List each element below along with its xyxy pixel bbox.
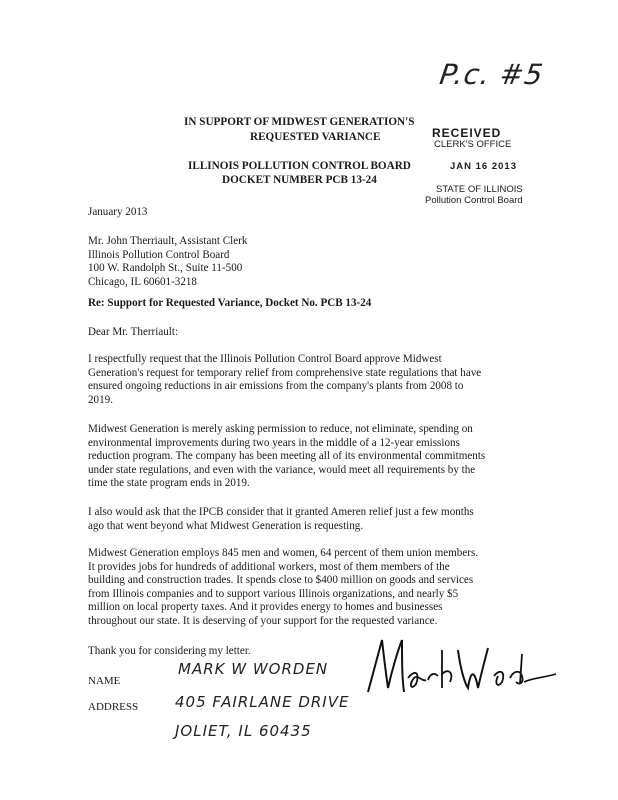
handwritten-comment-id: P.c. #5 xyxy=(437,58,546,91)
received-stamp-date: JAN 16 2013 xyxy=(450,161,517,172)
recipient-line: Chicago, IL 60601-3218 xyxy=(88,275,197,288)
address-line2: JOLIET, IL 60435 xyxy=(175,722,312,740)
received-stamp-title: RECEIVED xyxy=(432,126,502,140)
received-stamp-office: CLERK'S OFFICE xyxy=(434,139,512,150)
address-line1: 405 FAIRLANE DRIVE xyxy=(175,693,350,711)
received-stamp-state: STATE OF ILLINOIS xyxy=(436,184,523,195)
name-value: MARK W WORDEN xyxy=(178,660,329,678)
recipient-line: 100 W. Randolph St., Suite 11-500 xyxy=(88,262,243,275)
recipient-line: Illinois Pollution Control Board xyxy=(88,248,230,261)
recipient-line: Mr. John Therriault, Assistant Clerk xyxy=(88,235,248,247)
closing-line: Thank you for considering my letter. xyxy=(88,645,251,657)
paragraph-3: I also would ask that the IPCB consider that it granted Ameren relief just a few months ago that went beyond what Midwest Generation is requesting. xyxy=(88,506,474,532)
address-label: ADDRESS xyxy=(88,701,139,713)
heading-line1: IN SUPPORT OF MIDWEST GENERATION'S xyxy=(184,116,415,128)
received-stamp-board: Pollution Control Board xyxy=(425,195,523,206)
salutation: Dear Mr. Therriault: xyxy=(88,326,179,338)
paragraph-4: Midwest Generation employs 845 men and women, 64 percent of them union members. It provides jobs for hundreds of additional workers, most of them members of the building and construction trades. It spends close to $400 million on goods and services from Illinois companies and to support various Illinois organizations, and nearly $5 million on local property taxes. And it provides energy to homes and businesses throughout our state. It is deserving of your support for the requested variance. xyxy=(88,547,479,627)
paragraph-1: I respectfully request that the Illinois Pollution Control Board approve Midwest Generation's request for temporary relief from comprehensive state regulations that have ensured ongoing reductions in air emissions from the company's plants from 2008 to 2019. xyxy=(88,353,482,406)
letter-date: January 2013 xyxy=(88,206,148,218)
paragraph-2: Midwest Generation is merely asking permission to reduce, not eliminate, spending on environmental improvements during two years in the middle of a 12-year emissions reduction program. The company has been meeting all of its environmental commitments under state regulations, and even with the variance, would meet all requirements by the time the state program ends in 2019. xyxy=(88,423,486,490)
subject-line: Re: Support for Requested Variance, Docket No. PCB 13-24 xyxy=(88,297,372,309)
name-label: NAME xyxy=(88,675,121,687)
heading-docket: DOCKET NUMBER PCB 13-24 xyxy=(222,174,377,186)
recipient-address xyxy=(88,235,247,289)
heading-line2: REQUESTED VARIANCE xyxy=(250,131,381,143)
signature-image xyxy=(360,630,560,702)
heading-board: ILLINOIS POLLUTION CONTROL BOARD xyxy=(188,160,411,172)
